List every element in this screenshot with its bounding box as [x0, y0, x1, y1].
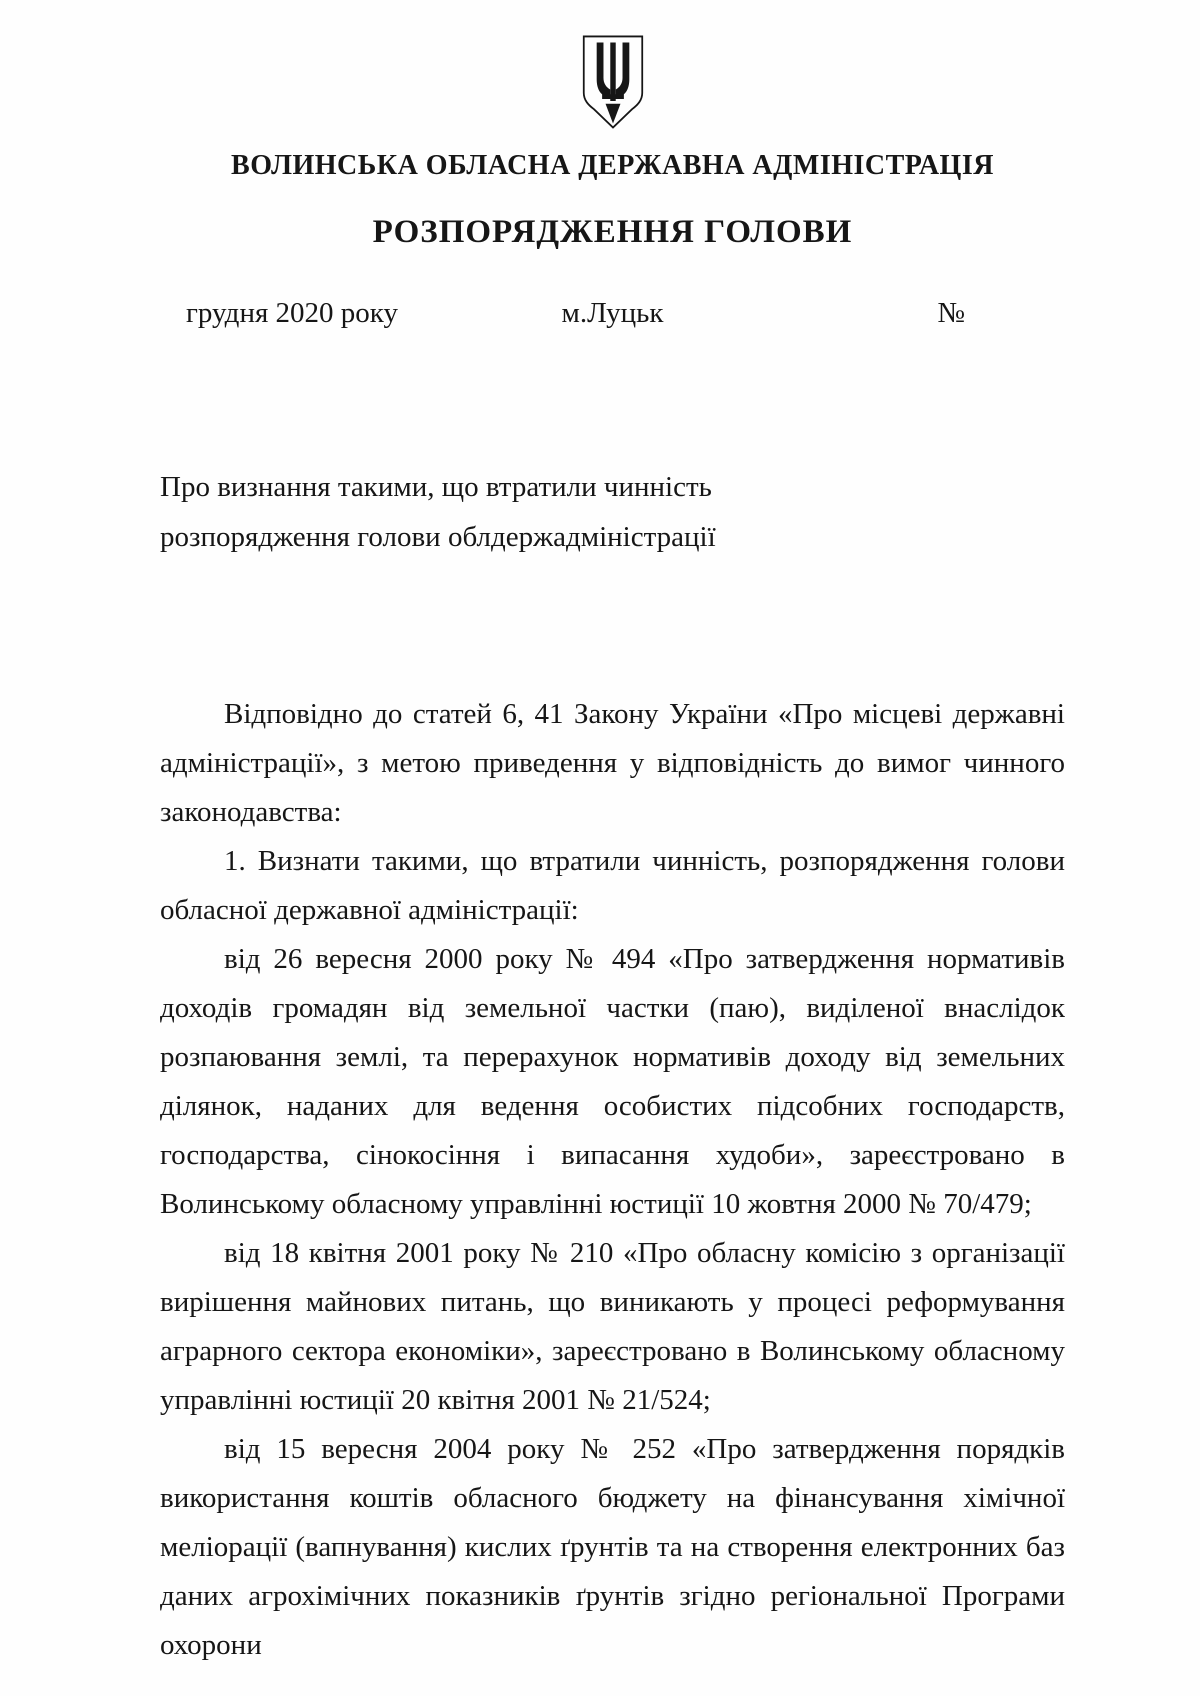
subject-line-1: Про визнання такими, що втратили чинність [160, 471, 712, 503]
coat-of-arms [579, 34, 647, 130]
doc-number-label: № [937, 297, 965, 329]
trident-icon [579, 34, 647, 130]
body-paragraph-intro: Відповідно до статей 6, 41 Закону України «Про місцеві державні адміністрації», з метою приведення у відповідність до вимог чинного законодавства: [160, 698, 1065, 828]
date-text: грудня 2020 року [186, 297, 398, 329]
org-name: ВОЛИНСЬКА ОБЛАСНА ДЕРЖАВНА АДМІНІСТРАЦІЯ [231, 150, 994, 181]
body-paragraph-order-210: від 18 квітня 2001 року № 210 «Про обласну комісію з організації вирішення майнових питань, що виникають у процесі реформування аграрного сектора економіки», зареєстровано в Волинському обласному управлінні юстиції 20 квітня 2001 № 21/524; [160, 1237, 1065, 1416]
body-paragraph-item-1: 1. Визнати такими, що втратили чинність, розпорядження голови обласної державної адміністрації: [160, 845, 1065, 926]
subject-line-2: розпорядження голови облдержадміністрації [160, 521, 716, 553]
city-text: м.Луцьк [561, 297, 664, 329]
body-paragraph-order-494: від 26 вересня 2000 року № 494 «Про затвердження нормативів доходів громадян від земельної частки (паю), виділеної внаслідок розпаювання землі, та перерахунок нормативів доходу від земельних ділянок, наданих для ведення особистих підсобних господарств, господарства, сінокосіння і випасання худоби», зареєстровано в Волинському обласному управлінні юстиції 10 жовтня 2000 № 70/479; [160, 943, 1065, 1220]
date-line [160, 297, 1065, 330]
document-body [160, 690, 1065, 1670]
subject-block [160, 462, 1065, 562]
doc-type-title: РОЗПОРЯДЖЕННЯ ГОЛОВИ [372, 214, 853, 250]
body-paragraph-order-252: від 15 вересня 2004 року № 252 «Про затвердження порядків використання коштів обласного бюджету на фінансування хімічної меліорації (вапнування) кислих ґрунтів та на створення електронних баз даних агрохімічних показників ґрунтів згідно регіональної Програми охорони [160, 1433, 1065, 1661]
